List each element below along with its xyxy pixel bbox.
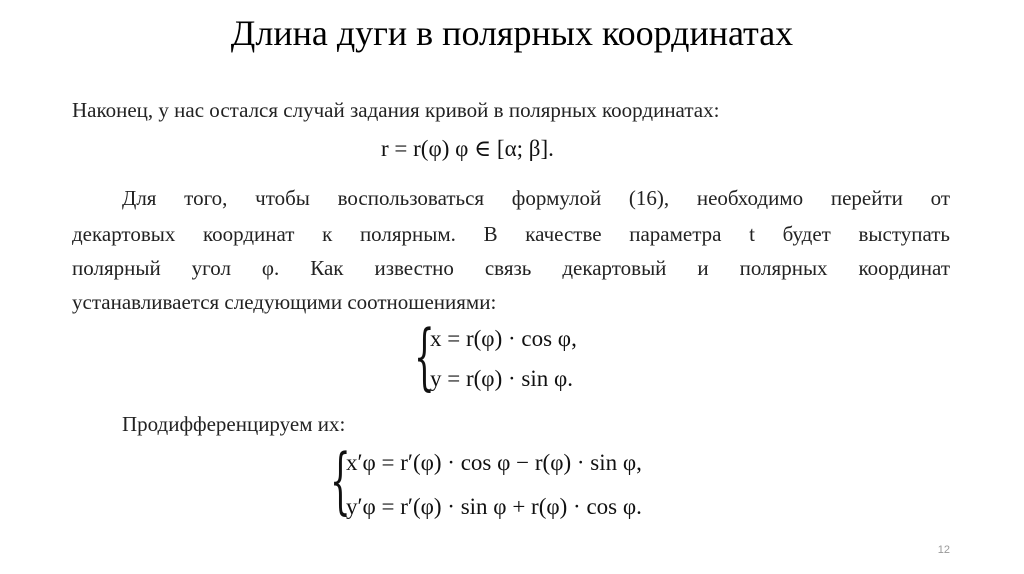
paragraph-line-4: устанавливается следующими соотношениями: <box>72 290 497 314</box>
differentiate-text: Продифференцируем их: <box>122 412 346 436</box>
derivative-system-formula <box>330 438 710 530</box>
polar-curve-formula: r = r(φ) φ ∈ [α; β]. <box>381 136 554 161</box>
intro-text: Наконец, у нас остался случай задания кривой в полярных координатах: <box>72 98 720 122</box>
left-brace-icon: { <box>330 438 351 522</box>
derivative-row-x: x′φ = r′(φ) · cos φ − r(φ) · sin φ, <box>346 450 642 475</box>
system-row-y: y = r(φ) · sin φ. <box>430 366 573 391</box>
left-brace-icon: { <box>414 314 435 398</box>
page-number: 12 <box>937 544 950 556</box>
slide-title: Длина дуги в полярных координатах <box>230 13 794 53</box>
system-row-x: x = r(φ) · cos φ, <box>430 326 577 351</box>
derivative-row-y: y′φ = r′(φ) · sin φ + r(φ) · cos φ. <box>346 494 642 519</box>
paragraph-line-2: декартовых координат к полярным. В качестве параметра t будет выступать <box>72 222 950 246</box>
coordinate-system-formula <box>414 314 614 402</box>
paragraph-line-1: Для того, чтобы воспользоваться формулой (16), необходимо перейти от <box>122 186 950 210</box>
paragraph-line-3: полярный угол φ. Как известно связь декартовый и полярных координат <box>72 256 950 280</box>
